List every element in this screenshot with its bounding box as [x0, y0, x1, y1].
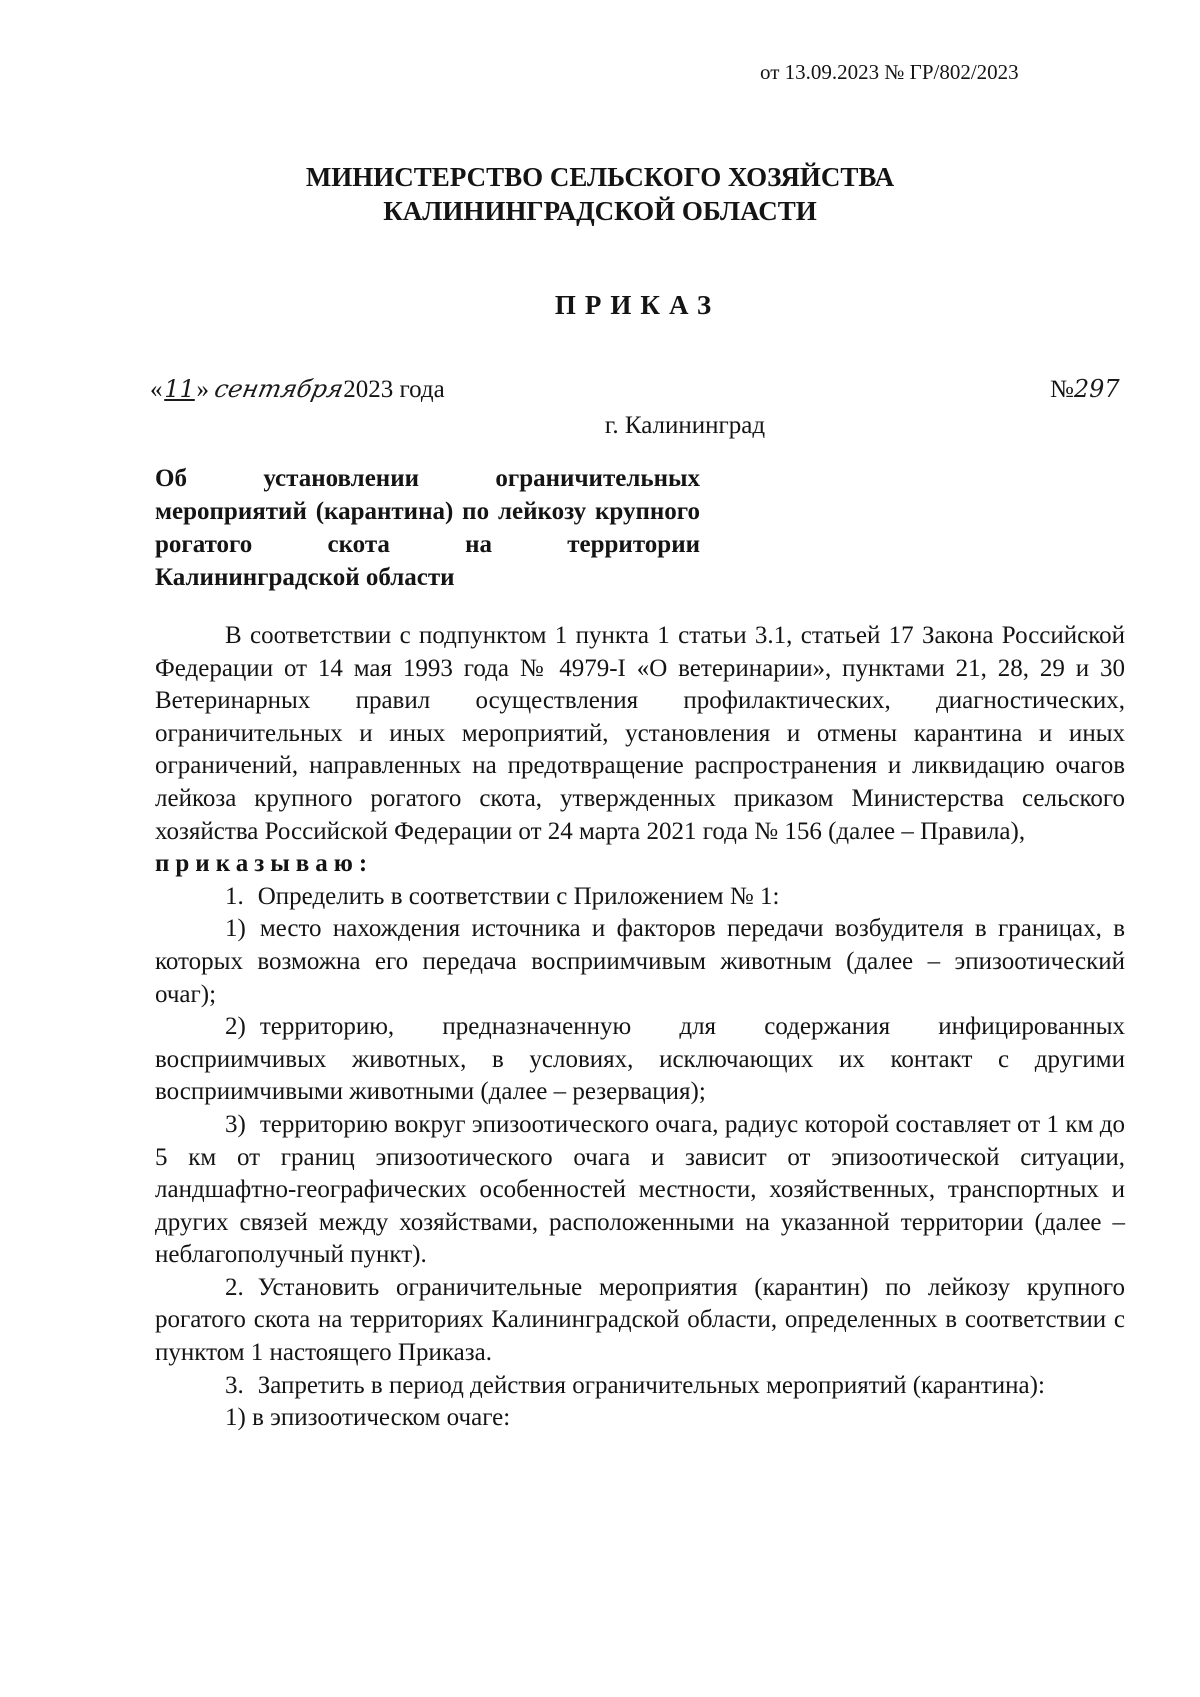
clause-1-1 [155, 913, 1125, 1011]
handwritten-number: 297 [1073, 375, 1120, 403]
order-number [1050, 375, 1120, 404]
order-subject: Об установлении ограничительных мероприятий (карантина) по лейкозу крупного рогатого скота на территории Калининградской области [155, 465, 700, 591]
preamble-paragraph: В соответствии с подпунктом 1 пункта 1 статьи 3.1, статьей 17 Закона Российской Федерации от 14 мая 1993 года № 4979-I «О ветеринарии», пунктами 21, 28, 29 и 30 Ветеринарных правил осуществления профилактических, диагностических, ограничительных и иных мероприятий, установления и отмены карантина и иных ограничений, направленных на предотвращение распространения и ликвидацию очагов лейкоза крупного рогатого скота, утвержденных приказом Министерства сельского хозяйства Российской Федерации от 24 марта 2021 года № 156 (далее – Правила), [155, 622, 1125, 845]
clause-1-1-text: место нахождения источника и факторов передачи возбудителя в границах, в которых возможна его передача восприимчивым животным (далее – эпизоотический очаг); [155, 915, 1125, 1008]
clause-1-3-number: 3) [225, 1110, 246, 1138]
date-year: 2023 года [343, 376, 445, 403]
handwritten-day: 11 [164, 375, 195, 403]
order-body [155, 620, 1125, 1435]
document-type-title: ПРИКАЗ [554, 290, 721, 320]
clause-1-2-number: 2) [225, 1013, 246, 1041]
clause-2-number: 2. [225, 1273, 244, 1301]
clause-1-2-text: территорию, предназначенную для содержания инфицированных восприимчивых животных, в условиях, исключающих их контакт с другими восприимчивыми животными (далее – резервация); [155, 1013, 1125, 1106]
ministry-line-1: МИНИСТЕРСТВО СЕЛЬСКОГО ХОЗЯЙСТВА [305, 162, 895, 192]
date-open-quote: « [150, 376, 163, 403]
clause-2-text: Установить ограничительные мероприятия (карантин) по лейкозу крупного рогатого скота на территориях Калининградской области, определенных в соответствии с пунктом 1 настоящего Приказа. [155, 1273, 1125, 1367]
clause-1-1-number: 1) [225, 915, 246, 943]
ministry-header [0, 160, 1200, 228]
clause-3-text: Запретить в период действия ограничительных мероприятий (карантина): [257, 1371, 1045, 1399]
clause-3-1: 1) в эпизоотическом очаге: [225, 1404, 511, 1432]
date-close-quote: » [196, 376, 209, 403]
decree-word: приказываю: [155, 850, 374, 878]
clause-1-3-text: территорию вокруг эпизоотического очага, радиус которой составляет от 1 км до 5 км от границ эпизоотического очага и зависит от эпизоотической ситуации, ландшафтно-географических особенностей местности, хозяйственных, транспортных и других связей между хозяйствами, расположенными на указанной территории (далее – неблагополучный пункт). [155, 1110, 1125, 1269]
clause-3 [155, 1370, 1125, 1403]
registration-stamp: от 13.09.2023 № ГР/802/2023 [760, 60, 1019, 84]
number-prefix: № [1050, 376, 1074, 403]
clause-2 [155, 1272, 1125, 1370]
clause-3-number: 3. [225, 1371, 244, 1399]
clause-1-number: 1. [225, 882, 244, 910]
ministry-line-2: КАЛИНИНГРАДСКОЙ ОБЛАСТИ [383, 196, 817, 226]
clause-1 [155, 881, 1125, 914]
decree-line [155, 848, 1125, 881]
clause-1-text: Определить в соответствии с Приложением № 1: [257, 882, 780, 910]
order-date [150, 375, 445, 404]
handwritten-month: сентября [212, 375, 347, 403]
city-line: г. Калининград [604, 412, 766, 439]
clause-1-3 [155, 1109, 1125, 1272]
clause-1-2 [155, 1011, 1125, 1109]
